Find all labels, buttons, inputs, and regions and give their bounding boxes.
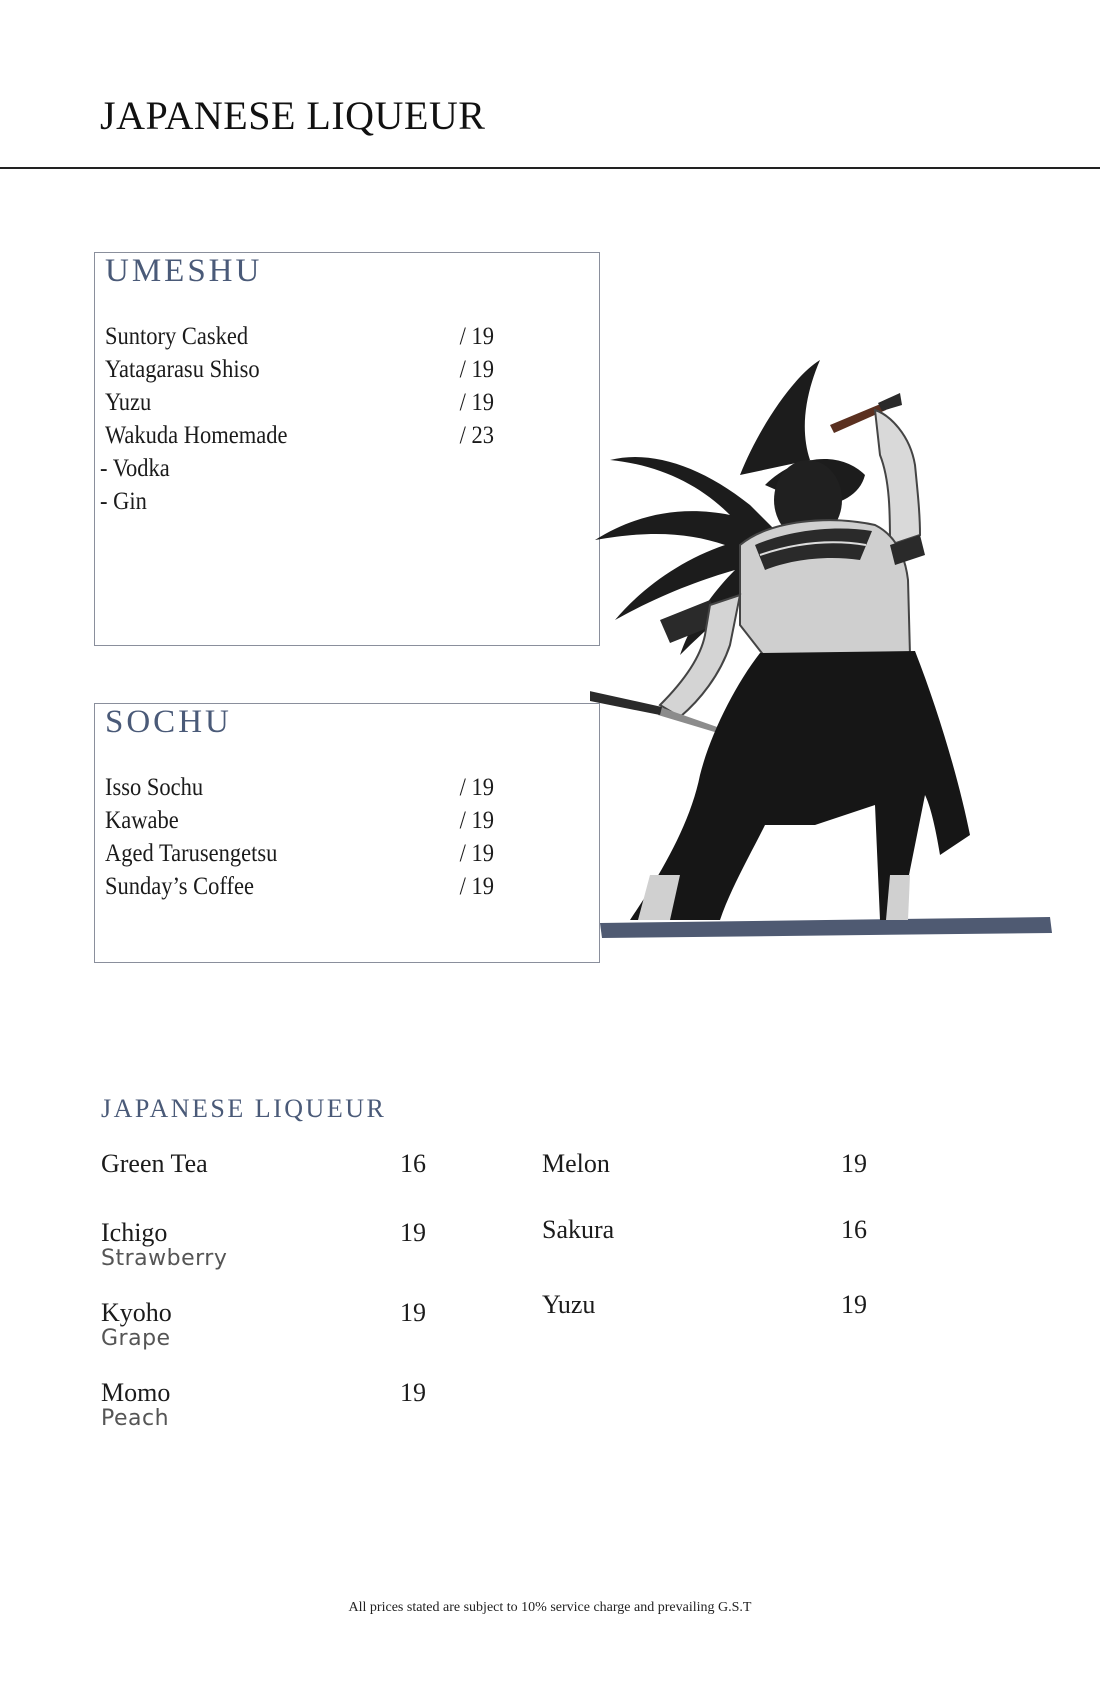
sochu-section — [94, 703, 600, 963]
item-name: - Vodka — [100, 455, 170, 482]
item-price: / 19 — [459, 323, 494, 350]
item-name: Ichigo — [101, 1218, 168, 1247]
umeshu-list — [100, 320, 599, 518]
item-subtitle: Strawberry — [101, 1246, 228, 1271]
liqueur-heading: JAPANESE LIQUEUR — [101, 1094, 387, 1123]
page-title: JAPANESE LIQUEUR — [100, 93, 486, 138]
item-name: - Gin — [100, 488, 147, 515]
item-name: Wakuda Homemade — [105, 422, 288, 449]
raised-arm — [875, 410, 920, 545]
umeshu-section — [94, 252, 600, 646]
item-price: / 19 — [459, 389, 494, 416]
item-price: 19 — [841, 1290, 867, 1319]
item-price: / 19 — [459, 356, 494, 383]
item-name: Isso Sochu — [105, 774, 204, 801]
menu-sub-item — [100, 452, 549, 485]
menu-item — [105, 837, 550, 870]
footer-note: All prices stated are subject to 10% service charge and prevailing G.S.T — [348, 1600, 752, 1615]
menu-item — [105, 419, 550, 452]
liqueur-item — [542, 1216, 882, 1244]
item-name: Sunday’s Coffee — [105, 873, 254, 900]
item-price: / 19 — [459, 774, 494, 801]
liqueur-item — [101, 1379, 441, 1431]
item-price: / 23 — [459, 422, 494, 449]
item-name: Momo — [101, 1378, 171, 1407]
item-subtitle: Grape — [101, 1326, 171, 1351]
menu-item — [105, 870, 550, 903]
item-subtitle: Peach — [101, 1406, 170, 1431]
item-name: Sakura — [542, 1215, 615, 1244]
liqueur-item — [542, 1150, 882, 1178]
menu-item — [105, 804, 550, 837]
menu-item — [105, 386, 550, 419]
item-name: Yatagarasu Shiso — [105, 356, 260, 383]
menu-item — [105, 771, 550, 804]
menu-sub-item — [100, 485, 549, 518]
liqueur-item — [101, 1299, 441, 1351]
item-price: / 19 — [459, 840, 494, 867]
item-price: / 19 — [459, 873, 494, 900]
item-name: Yuzu — [105, 389, 152, 416]
item-name: Kawabe — [105, 807, 179, 834]
item-price: / 19 — [459, 807, 494, 834]
ground-stroke — [600, 917, 1052, 938]
item-name: Suntory Casked — [105, 323, 249, 350]
menu-item — [105, 320, 550, 353]
item-name: Melon — [542, 1149, 610, 1178]
item-price: 19 — [841, 1149, 867, 1178]
item-price: 19 — [400, 1218, 426, 1247]
item-price: 16 — [841, 1215, 867, 1244]
item-price: 19 — [400, 1378, 426, 1407]
illustration-image — [590, 355, 1060, 945]
umeshu-heading: UMESHU — [105, 253, 263, 289]
item-price: 16 — [400, 1149, 426, 1178]
title-divider — [0, 167, 1100, 169]
sochu-list — [105, 771, 599, 903]
sochu-heading: SOCHU — [105, 704, 232, 740]
liqueur-item — [101, 1150, 441, 1178]
item-name: Kyoho — [101, 1298, 172, 1327]
item-price: 19 — [400, 1298, 426, 1327]
item-name: Green Tea — [101, 1149, 208, 1178]
liqueur-item — [101, 1219, 441, 1271]
menu-item — [105, 353, 550, 386]
liqueur-item — [542, 1291, 882, 1319]
item-name: Aged Tarusengetsu — [105, 840, 278, 867]
item-name: Yuzu — [542, 1290, 596, 1319]
